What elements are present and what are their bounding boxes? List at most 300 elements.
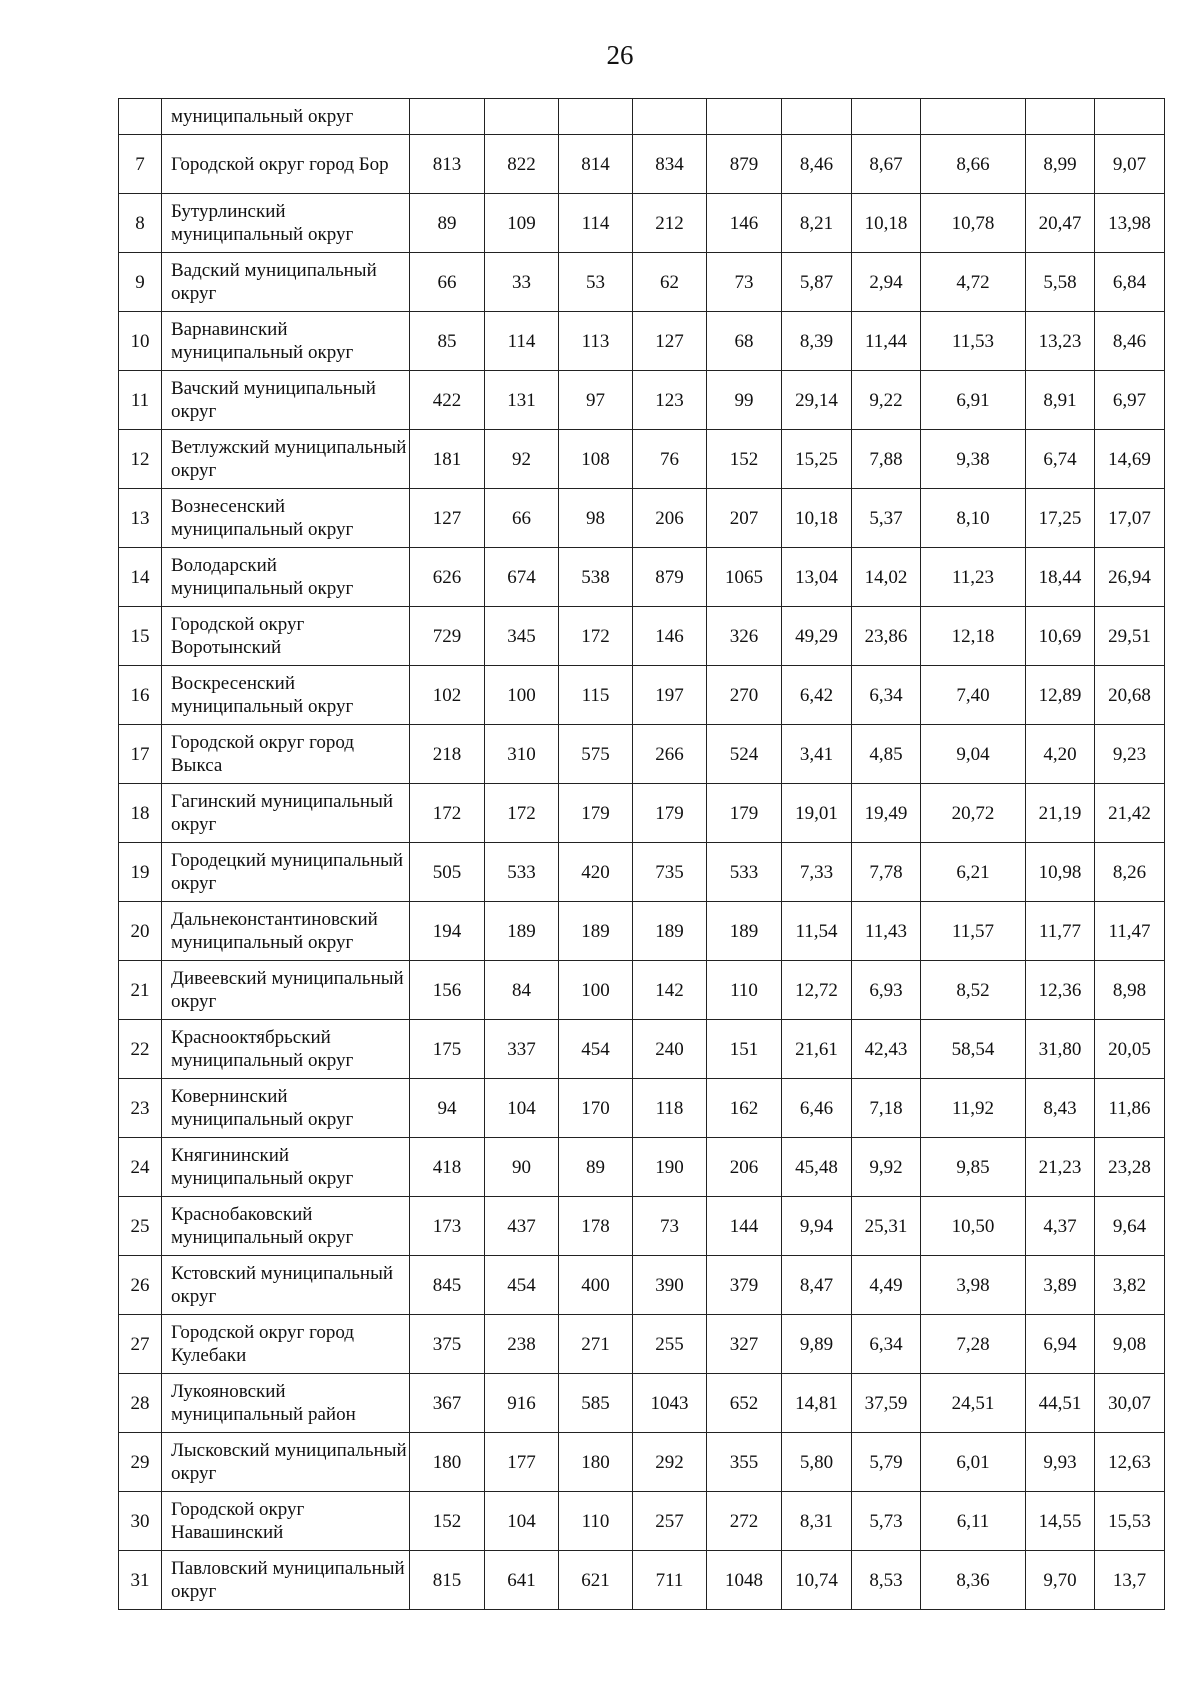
value-cell	[782, 99, 852, 135]
value-cell: 8,21	[782, 194, 852, 253]
value-cell: 11,23	[921, 548, 1026, 607]
value-cell: 5,37	[852, 489, 921, 548]
value-cell	[633, 99, 707, 135]
value-cell: 162	[707, 1079, 782, 1138]
value-cell: 12,72	[782, 961, 852, 1020]
value-cell: 179	[633, 784, 707, 843]
value-cell: 181	[410, 430, 485, 489]
value-cell: 190	[633, 1138, 707, 1197]
value-cell: 11,47	[1095, 902, 1165, 961]
value-cell: 114	[559, 194, 633, 253]
value-cell: 14,02	[852, 548, 921, 607]
row-number-cell: 26	[119, 1256, 162, 1315]
value-cell: 9,89	[782, 1315, 852, 1374]
value-cell: 9,70	[1026, 1551, 1095, 1610]
value-cell: 9,93	[1026, 1433, 1095, 1492]
value-cell: 23,28	[1095, 1138, 1165, 1197]
table-row	[119, 548, 1165, 607]
table-row	[119, 1315, 1165, 1374]
value-cell: 151	[707, 1020, 782, 1079]
value-cell: 9,23	[1095, 725, 1165, 784]
table-row	[119, 902, 1165, 961]
value-cell: 5,87	[782, 253, 852, 312]
value-cell: 270	[707, 666, 782, 725]
value-cell: 206	[633, 489, 707, 548]
district-name-cell: Павловский муниципальный округ	[162, 1551, 410, 1610]
value-cell: 8,31	[782, 1492, 852, 1551]
value-cell: 172	[559, 607, 633, 666]
row-number-cell: 22	[119, 1020, 162, 1079]
value-cell: 179	[707, 784, 782, 843]
table-row	[119, 1138, 1165, 1197]
value-cell: 4,85	[852, 725, 921, 784]
value-cell: 6,74	[1026, 430, 1095, 489]
value-cell: 3,41	[782, 725, 852, 784]
value-cell: 6,94	[1026, 1315, 1095, 1374]
value-cell: 45,48	[782, 1138, 852, 1197]
district-name-cell: Гагинский муниципальный округ	[162, 784, 410, 843]
value-cell: 8,39	[782, 312, 852, 371]
value-cell: 13,7	[1095, 1551, 1165, 1610]
value-cell: 8,98	[1095, 961, 1165, 1020]
value-cell: 8,47	[782, 1256, 852, 1315]
row-number-cell: 18	[119, 784, 162, 843]
value-cell: 8,53	[852, 1551, 921, 1610]
value-cell: 7,18	[852, 1079, 921, 1138]
row-number-cell: 10	[119, 312, 162, 371]
value-cell: 146	[633, 607, 707, 666]
table-row	[119, 1020, 1165, 1079]
value-cell: 6,34	[852, 1315, 921, 1374]
value-cell: 207	[707, 489, 782, 548]
value-cell: 6,42	[782, 666, 852, 725]
value-cell: 11,57	[921, 902, 1026, 961]
row-number-cell: 31	[119, 1551, 162, 1610]
value-cell: 99	[707, 371, 782, 430]
value-cell: 390	[633, 1256, 707, 1315]
table-row	[119, 784, 1165, 843]
value-cell: 11,53	[921, 312, 1026, 371]
district-name-cell: Городской округ город Выкса	[162, 725, 410, 784]
value-cell: 6,97	[1095, 371, 1165, 430]
row-number-cell: 28	[119, 1374, 162, 1433]
value-cell: 30,07	[1095, 1374, 1165, 1433]
value-cell: 524	[707, 725, 782, 784]
value-cell: 189	[485, 902, 559, 961]
value-cell: 197	[633, 666, 707, 725]
value-cell: 1065	[707, 548, 782, 607]
row-number-cell: 8	[119, 194, 162, 253]
value-cell: 73	[707, 253, 782, 312]
value-cell: 114	[485, 312, 559, 371]
value-cell: 23,86	[852, 607, 921, 666]
value-cell: 8,10	[921, 489, 1026, 548]
table-body	[119, 99, 1165, 1610]
value-cell: 90	[485, 1138, 559, 1197]
district-name-cell: Лысковский муниципальный округ	[162, 1433, 410, 1492]
value-cell: 20,68	[1095, 666, 1165, 725]
table-row	[119, 1492, 1165, 1551]
value-cell: 177	[485, 1433, 559, 1492]
value-cell: 156	[410, 961, 485, 1020]
value-cell: 10,18	[782, 489, 852, 548]
value-cell: 4,37	[1026, 1197, 1095, 1256]
value-cell: 8,99	[1026, 135, 1095, 194]
table-row	[119, 725, 1165, 784]
value-cell: 85	[410, 312, 485, 371]
value-cell: 15,25	[782, 430, 852, 489]
value-cell: 13,98	[1095, 194, 1165, 253]
page-number: 26	[606, 40, 634, 70]
district-name-cell: Княгининский муниципальный округ	[162, 1138, 410, 1197]
value-cell: 11,43	[852, 902, 921, 961]
value-cell: 6,46	[782, 1079, 852, 1138]
district-name-cell: муниципальный округ	[162, 99, 410, 135]
table-row	[119, 1079, 1165, 1138]
table-row	[119, 607, 1165, 666]
row-number-cell: 19	[119, 843, 162, 902]
value-cell: 9,64	[1095, 1197, 1165, 1256]
value-cell: 257	[633, 1492, 707, 1551]
value-cell: 9,85	[921, 1138, 1026, 1197]
value-cell: 815	[410, 1551, 485, 1610]
value-cell: 5,80	[782, 1433, 852, 1492]
district-name-cell: Городецкий муниципальный округ	[162, 843, 410, 902]
value-cell: 84	[485, 961, 559, 1020]
value-cell: 110	[559, 1492, 633, 1551]
table-row	[119, 1374, 1165, 1433]
district-name-cell: Вадский муниципальный округ	[162, 253, 410, 312]
value-cell: 104	[485, 1492, 559, 1551]
value-cell: 9,04	[921, 725, 1026, 784]
value-cell: 123	[633, 371, 707, 430]
value-cell: 6,01	[921, 1433, 1026, 1492]
value-cell: 3,89	[1026, 1256, 1095, 1315]
value-cell: 175	[410, 1020, 485, 1079]
value-cell: 879	[633, 548, 707, 607]
district-name-cell: Вознесенский муниципальный округ	[162, 489, 410, 548]
value-cell: 180	[559, 1433, 633, 1492]
value-cell: 6,21	[921, 843, 1026, 902]
value-cell: 674	[485, 548, 559, 607]
value-cell: 255	[633, 1315, 707, 1374]
row-number-cell: 11	[119, 371, 162, 430]
value-cell	[852, 99, 921, 135]
value-cell: 11,77	[1026, 902, 1095, 961]
value-cell: 6,11	[921, 1492, 1026, 1551]
value-cell: 33	[485, 253, 559, 312]
value-cell: 11,92	[921, 1079, 1026, 1138]
value-cell: 327	[707, 1315, 782, 1374]
value-cell: 13,23	[1026, 312, 1095, 371]
value-cell: 180	[410, 1433, 485, 1492]
value-cell: 21,23	[1026, 1138, 1095, 1197]
value-cell: 127	[410, 489, 485, 548]
value-cell: 326	[707, 607, 782, 666]
row-number-cell: 24	[119, 1138, 162, 1197]
value-cell: 4,49	[852, 1256, 921, 1315]
data-table	[118, 98, 1165, 1610]
value-cell: 6,34	[852, 666, 921, 725]
value-cell: 735	[633, 843, 707, 902]
value-cell: 292	[633, 1433, 707, 1492]
value-cell: 42,43	[852, 1020, 921, 1079]
value-cell: 10,50	[921, 1197, 1026, 1256]
table-row	[119, 1433, 1165, 1492]
value-cell: 20,47	[1026, 194, 1095, 253]
row-number-cell: 21	[119, 961, 162, 1020]
district-name-cell: Городской округ Воротынский	[162, 607, 410, 666]
value-cell: 15,53	[1095, 1492, 1165, 1551]
value-cell	[707, 99, 782, 135]
row-number-cell: 15	[119, 607, 162, 666]
district-name-cell: Бутурлинский муниципальный округ	[162, 194, 410, 253]
value-cell: 49,29	[782, 607, 852, 666]
value-cell	[485, 99, 559, 135]
value-cell: 26,94	[1095, 548, 1165, 607]
value-cell: 7,40	[921, 666, 1026, 725]
value-cell: 118	[633, 1079, 707, 1138]
value-cell: 131	[485, 371, 559, 430]
value-cell: 367	[410, 1374, 485, 1433]
value-cell: 533	[485, 843, 559, 902]
value-cell: 6,93	[852, 961, 921, 1020]
value-cell: 9,08	[1095, 1315, 1165, 1374]
value-cell: 337	[485, 1020, 559, 1079]
row-number-cell	[119, 99, 162, 135]
value-cell: 29,51	[1095, 607, 1165, 666]
value-cell: 66	[485, 489, 559, 548]
value-cell: 172	[485, 784, 559, 843]
value-cell: 9,38	[921, 430, 1026, 489]
value-cell: 6,84	[1095, 253, 1165, 312]
value-cell: 400	[559, 1256, 633, 1315]
value-cell: 505	[410, 843, 485, 902]
value-cell: 12,18	[921, 607, 1026, 666]
table-row	[119, 1551, 1165, 1610]
value-cell: 9,22	[852, 371, 921, 430]
value-cell: 127	[633, 312, 707, 371]
value-cell: 729	[410, 607, 485, 666]
row-number-cell: 30	[119, 1492, 162, 1551]
value-cell: 73	[633, 1197, 707, 1256]
value-cell: 9,94	[782, 1197, 852, 1256]
district-name-cell: Ковернинский муниципальный округ	[162, 1079, 410, 1138]
value-cell: 98	[559, 489, 633, 548]
value-cell: 18,44	[1026, 548, 1095, 607]
value-cell: 4,20	[1026, 725, 1095, 784]
value-cell: 10,74	[782, 1551, 852, 1610]
value-cell: 8,26	[1095, 843, 1165, 902]
value-cell: 355	[707, 1433, 782, 1492]
value-cell: 585	[559, 1374, 633, 1433]
value-cell: 454	[485, 1256, 559, 1315]
value-cell: 53	[559, 253, 633, 312]
value-cell: 621	[559, 1551, 633, 1610]
value-cell: 7,33	[782, 843, 852, 902]
value-cell	[559, 99, 633, 135]
table-row	[119, 1197, 1165, 1256]
value-cell: 845	[410, 1256, 485, 1315]
value-cell: 271	[559, 1315, 633, 1374]
value-cell	[1026, 99, 1095, 135]
value-cell: 37,59	[852, 1374, 921, 1433]
value-cell: 68	[707, 312, 782, 371]
value-cell: 20,05	[1095, 1020, 1165, 1079]
table-row	[119, 843, 1165, 902]
row-number-cell: 16	[119, 666, 162, 725]
value-cell: 11,54	[782, 902, 852, 961]
table-row	[119, 371, 1165, 430]
value-cell: 11,44	[852, 312, 921, 371]
value-cell: 17,07	[1095, 489, 1165, 548]
value-cell: 641	[485, 1551, 559, 1610]
value-cell: 206	[707, 1138, 782, 1197]
value-cell: 8,91	[1026, 371, 1095, 430]
table-row	[119, 194, 1165, 253]
value-cell: 92	[485, 430, 559, 489]
value-cell: 94	[410, 1079, 485, 1138]
value-cell: 10,69	[1026, 607, 1095, 666]
value-cell: 109	[485, 194, 559, 253]
value-cell: 113	[559, 312, 633, 371]
district-name-cell: Городской округ город Кулебаки	[162, 1315, 410, 1374]
value-cell: 1048	[707, 1551, 782, 1610]
value-cell: 44,51	[1026, 1374, 1095, 1433]
value-cell: 2,94	[852, 253, 921, 312]
value-cell: 189	[707, 902, 782, 961]
value-cell: 266	[633, 725, 707, 784]
value-cell: 144	[707, 1197, 782, 1256]
value-cell: 100	[485, 666, 559, 725]
value-cell: 25,31	[852, 1197, 921, 1256]
district-name-cell: Краснобаковский муниципальный округ	[162, 1197, 410, 1256]
row-number-cell: 27	[119, 1315, 162, 1374]
value-cell	[410, 99, 485, 135]
value-cell: 110	[707, 961, 782, 1020]
value-cell: 14,55	[1026, 1492, 1095, 1551]
value-cell: 1043	[633, 1374, 707, 1433]
value-cell: 7,88	[852, 430, 921, 489]
row-number-cell: 20	[119, 902, 162, 961]
value-cell: 189	[559, 902, 633, 961]
district-name-cell: Городской округ город Бор	[162, 135, 410, 194]
value-cell: 212	[633, 194, 707, 253]
value-cell: 102	[410, 666, 485, 725]
value-cell: 12,63	[1095, 1433, 1165, 1492]
value-cell: 97	[559, 371, 633, 430]
value-cell: 21,61	[782, 1020, 852, 1079]
district-name-cell: Варнавинский муниципальный округ	[162, 312, 410, 371]
value-cell: 5,73	[852, 1492, 921, 1551]
value-cell: 5,79	[852, 1433, 921, 1492]
value-cell: 173	[410, 1197, 485, 1256]
value-cell: 104	[485, 1079, 559, 1138]
value-cell: 575	[559, 725, 633, 784]
value-cell: 916	[485, 1374, 559, 1433]
district-name-cell: Дальнеконстантиновский муниципальный округ	[162, 902, 410, 961]
table-row	[119, 961, 1165, 1020]
value-cell: 100	[559, 961, 633, 1020]
value-cell: 5,58	[1026, 253, 1095, 312]
value-cell: 272	[707, 1492, 782, 1551]
table-row	[119, 489, 1165, 548]
value-cell: 711	[633, 1551, 707, 1610]
district-name-cell: Краснооктябрьский муниципальный округ	[162, 1020, 410, 1079]
value-cell: 89	[410, 194, 485, 253]
value-cell: 238	[485, 1315, 559, 1374]
value-cell: 12,36	[1026, 961, 1095, 1020]
value-cell: 11,86	[1095, 1079, 1165, 1138]
value-cell: 170	[559, 1079, 633, 1138]
district-name-cell: Володарский муниципальный округ	[162, 548, 410, 607]
value-cell: 194	[410, 902, 485, 961]
value-cell: 345	[485, 607, 559, 666]
value-cell: 19,01	[782, 784, 852, 843]
value-cell: 240	[633, 1020, 707, 1079]
value-cell: 834	[633, 135, 707, 194]
district-name-cell: Воскресенский муниципальный округ	[162, 666, 410, 725]
value-cell: 375	[410, 1315, 485, 1374]
row-number-cell: 29	[119, 1433, 162, 1492]
value-cell: 12,89	[1026, 666, 1095, 725]
value-cell: 879	[707, 135, 782, 194]
value-cell: 115	[559, 666, 633, 725]
value-cell: 8,66	[921, 135, 1026, 194]
value-cell: 422	[410, 371, 485, 430]
value-cell: 13,04	[782, 548, 852, 607]
value-cell	[1095, 99, 1165, 135]
table-row	[119, 430, 1165, 489]
value-cell: 108	[559, 430, 633, 489]
value-cell: 189	[633, 902, 707, 961]
value-cell: 9,07	[1095, 135, 1165, 194]
value-cell: 9,92	[852, 1138, 921, 1197]
district-name-cell: Кстовский муниципальный округ	[162, 1256, 410, 1315]
value-cell: 152	[410, 1492, 485, 1551]
value-cell: 66	[410, 253, 485, 312]
value-cell: 8,67	[852, 135, 921, 194]
value-cell: 454	[559, 1020, 633, 1079]
table-row	[119, 1256, 1165, 1315]
value-cell: 24,51	[921, 1374, 1026, 1433]
district-name-cell: Городской округ Навашинский	[162, 1492, 410, 1551]
row-number-cell: 17	[119, 725, 162, 784]
row-number-cell: 14	[119, 548, 162, 607]
value-cell: 10,98	[1026, 843, 1095, 902]
value-cell: 17,25	[1026, 489, 1095, 548]
table-row	[119, 253, 1165, 312]
value-cell: 7,28	[921, 1315, 1026, 1374]
value-cell: 142	[633, 961, 707, 1020]
value-cell: 31,80	[1026, 1020, 1095, 1079]
district-name-cell: Ветлужский муниципальный округ	[162, 430, 410, 489]
row-number-cell: 9	[119, 253, 162, 312]
district-name-cell: Лукояновский муниципальный район	[162, 1374, 410, 1433]
value-cell: 8,36	[921, 1551, 1026, 1610]
value-cell: 89	[559, 1138, 633, 1197]
value-cell: 58,54	[921, 1020, 1026, 1079]
value-cell: 8,46	[782, 135, 852, 194]
value-cell: 822	[485, 135, 559, 194]
value-cell: 20,72	[921, 784, 1026, 843]
value-cell: 420	[559, 843, 633, 902]
value-cell: 8,52	[921, 961, 1026, 1020]
value-cell: 76	[633, 430, 707, 489]
value-cell: 146	[707, 194, 782, 253]
value-cell: 29,14	[782, 371, 852, 430]
value-cell: 437	[485, 1197, 559, 1256]
